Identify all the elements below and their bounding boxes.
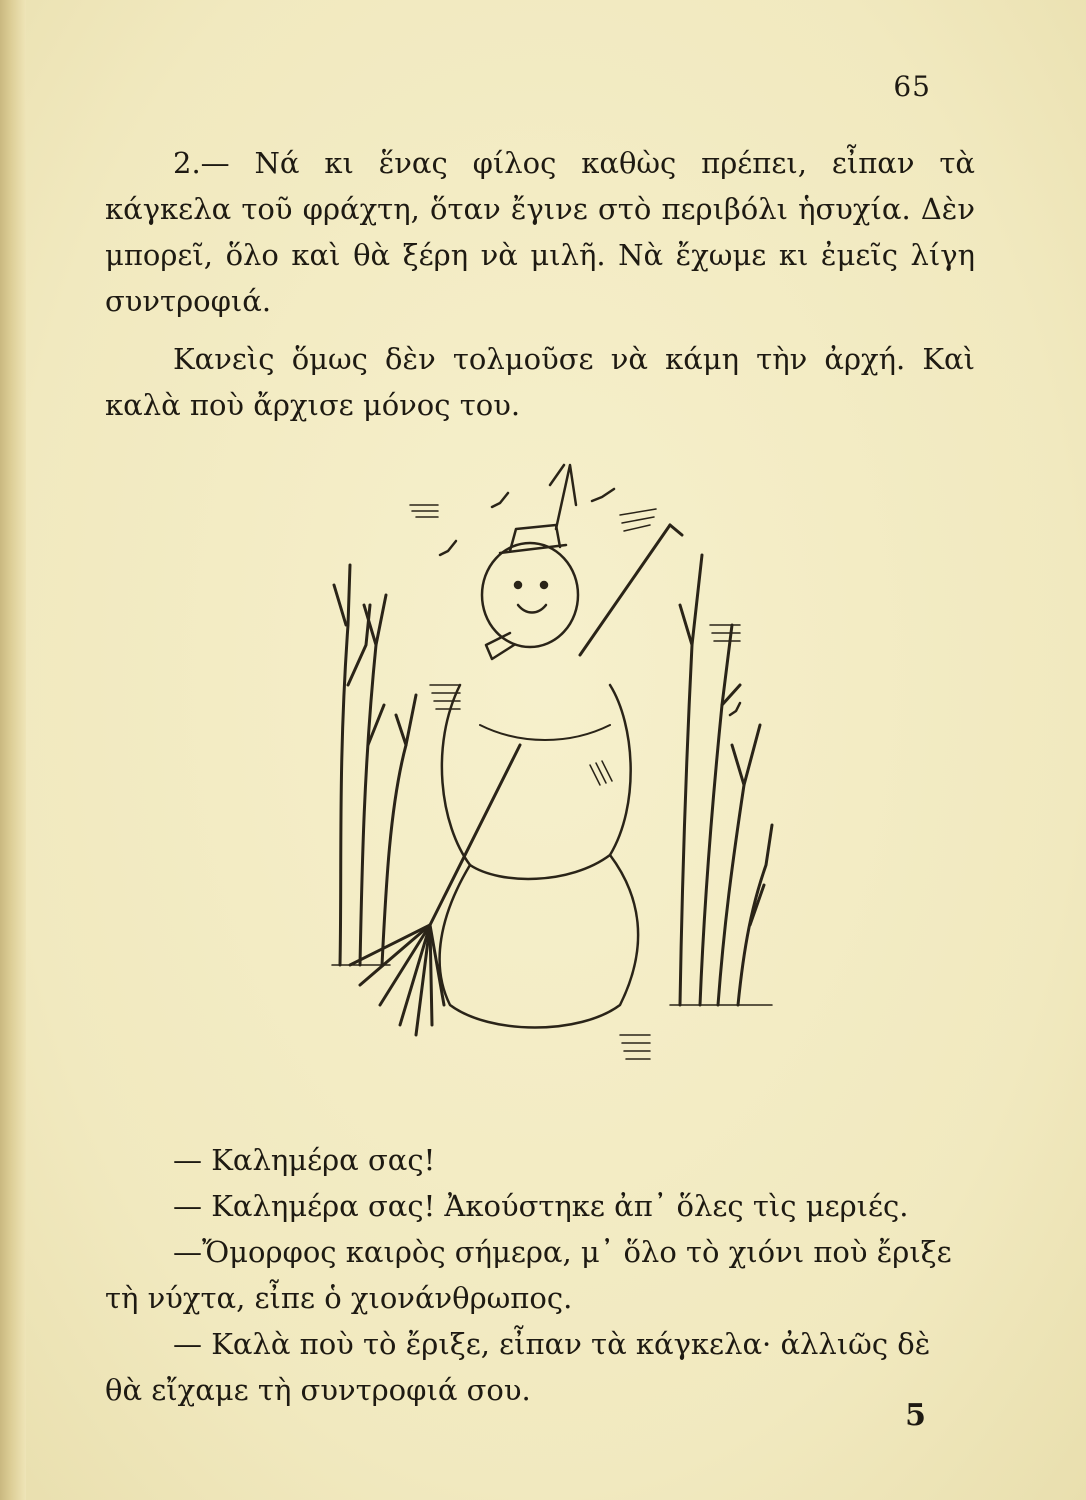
right-trees xyxy=(670,555,772,1005)
dialogue-line-3: —Ὄμορφος καιρὸς σήμερα, μ᾽ ὅλο τὸ χιόνι ποὺ ἔριξε τὴ νύχτα, εἶπε ὁ χιονάνθρωπος. xyxy=(105,1235,952,1315)
dialogue-block xyxy=(105,1137,975,1413)
printer-signature-mark: 5 xyxy=(905,1398,926,1433)
left-trees xyxy=(332,565,416,965)
page-number: 65 xyxy=(893,70,931,103)
snowman-illustration xyxy=(320,445,780,1085)
paragraph-2: Κανεὶς ὅμως δὲν τολμοῦσε νὰ κάμη τὴν ἀρχή. Καὶ καλὰ ποὺ ἄρχισε μόνος του. xyxy=(105,342,975,422)
dialogue-line-2: — Καλημέρα σας! Ἀκούστηκε ἀπ᾽ ὅλες τὶς μεριές. xyxy=(173,1189,909,1223)
birds xyxy=(440,489,740,715)
broom xyxy=(350,745,520,1035)
paragraph-1: 2.— Νά κι ἕνας φίλος καθὼς πρέπει, εἶπαν τὰ κάγκελα τοῦ φράχτη, ὅταν ἔγινε στὸ περιβόλι ἡσυχία. Δὲν μπορεῖ, ὅλο καὶ θὰ ξέρη νὰ μιλῆ. Νὰ ἔχωμε κι ἐμεῖς λίγη συντροφιά. xyxy=(105,146,975,318)
top-text-block xyxy=(105,140,975,428)
dialogue-line-1: — Καλημέρα σας! xyxy=(173,1143,436,1177)
page-binding-edge xyxy=(0,0,26,1500)
snowman-hat xyxy=(500,465,576,553)
stick xyxy=(580,525,682,655)
snow-hatching xyxy=(410,505,740,1059)
dialogue-line-4: — Καλὰ ποὺ τὸ ἔριξε, εἶπαν τὰ κάγκελα· ἀλλιῶς δὲ θὰ εἴχαμε τὴ συντροφιά σου. xyxy=(105,1327,931,1407)
